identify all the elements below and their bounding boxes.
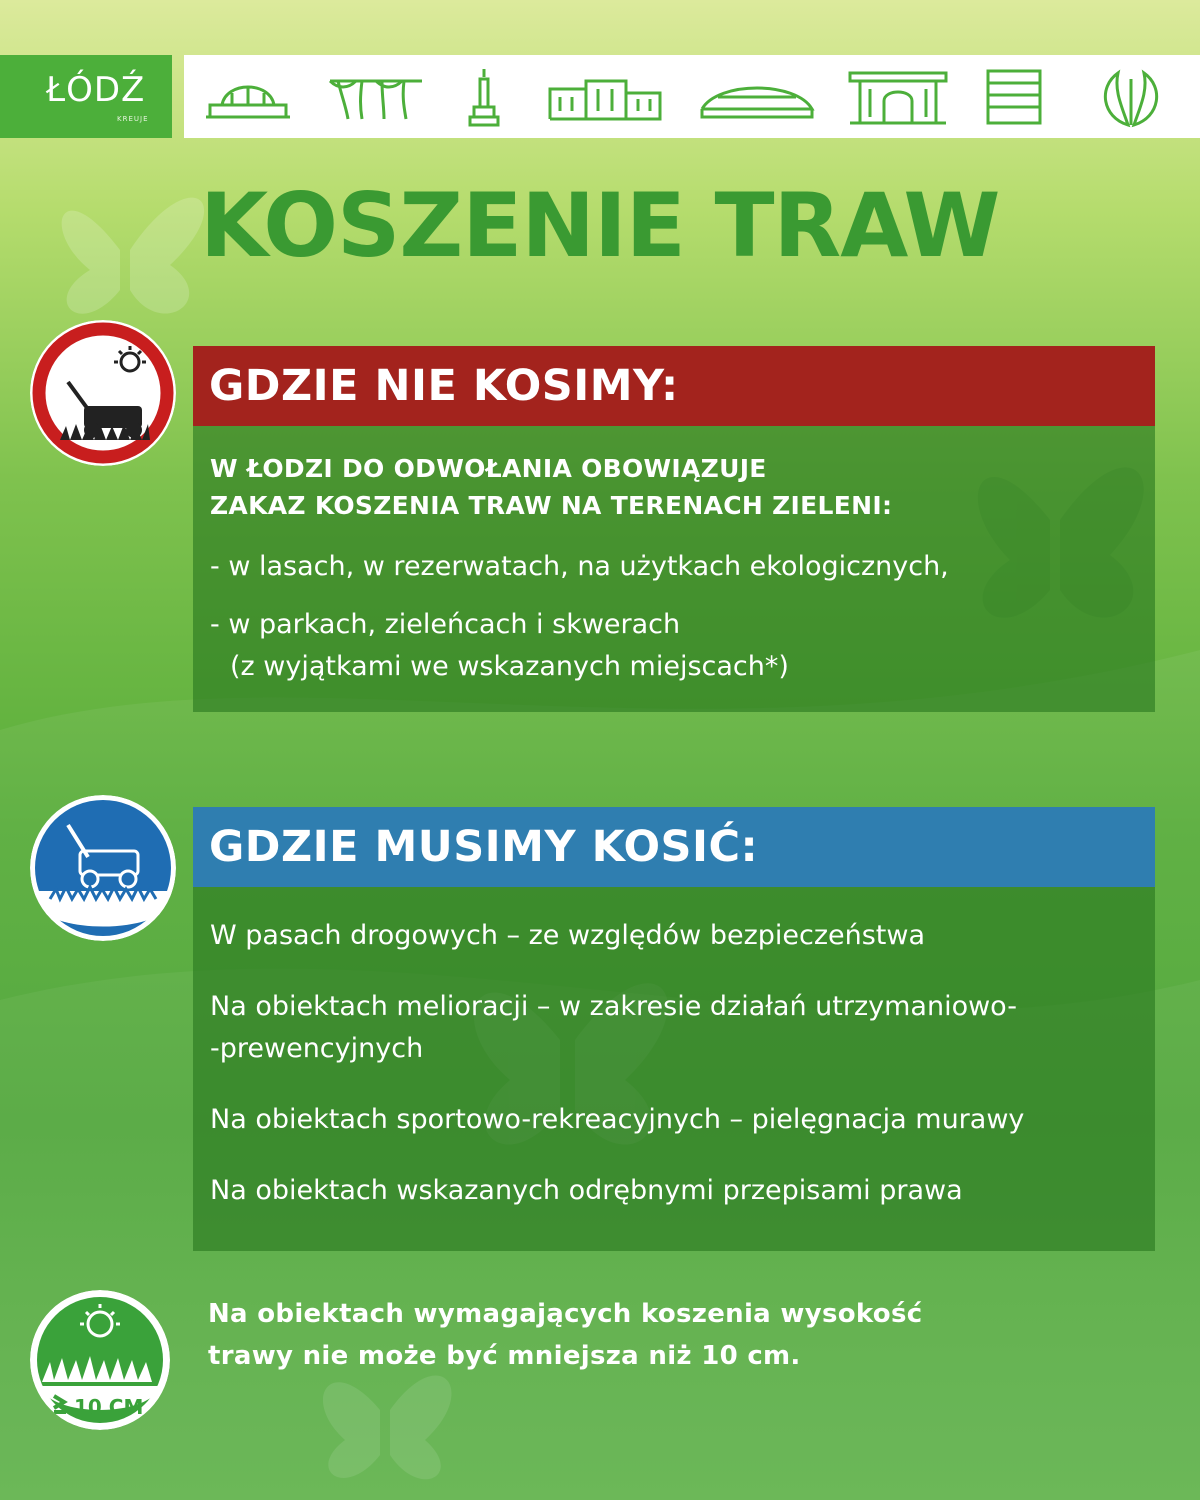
item-line: - w parkach, zieleńcach i skwerach: [210, 609, 681, 640]
arena-icon: [698, 67, 816, 127]
must-mow-badge-icon: [30, 795, 176, 941]
height-badge-label: 10 CM: [74, 1395, 144, 1419]
list-item: [210, 604, 1139, 688]
butterfly-icon: [62, 198, 204, 314]
leaf-emblem-icon: [1096, 67, 1166, 129]
footer-line: trawy nie może być mniejsza niż 10 cm.: [208, 1341, 801, 1371]
logo-text: ŁÓDŹ: [46, 70, 146, 110]
list-item: [210, 986, 1139, 1070]
logo-subtext: KREUJE: [117, 115, 149, 123]
list-item: W pasach drogowych – ze względów bezpieczeństwa: [210, 920, 926, 951]
no-mowing-body: [193, 426, 1155, 712]
arch-monument-icon: [326, 67, 426, 127]
grass-height-badge-icon: [30, 1290, 170, 1430]
list-item: Na obiektach wskazanych odrębnymi przepisami prawa: [210, 1175, 963, 1206]
item-line: (z wyjątkami we wskazanych miejscach*): [230, 651, 789, 682]
header-bar: [0, 55, 1200, 138]
list-item: - w lasach, w rezerwatach, na użytkach ekologicznych,: [210, 551, 949, 582]
city-logo[interactable]: [0, 55, 172, 138]
page-title: KOSZENIE TRAW: [200, 174, 1000, 277]
must-mow-panel: [193, 807, 1155, 1251]
office-block-icon: [984, 67, 1044, 127]
factory-building-icon: [546, 67, 664, 127]
no-mowing-panel: [193, 346, 1155, 712]
lead-line: W ŁODZI DO ODWOŁANIA OBOWIĄZUJE: [210, 454, 767, 483]
item-line: -prewencyjnych: [210, 1033, 424, 1064]
gate-building-icon: [846, 67, 950, 129]
must-mow-body: [193, 887, 1155, 1251]
footer-note: [208, 1293, 1168, 1377]
landmark-icon-strip: [184, 55, 1200, 138]
lead-line: ZAKAZ KOSZENIA TRAW NA TERENACH ZIELENI:: [210, 491, 893, 520]
no-mowing-heading: GDZIE NIE KOSIMY:: [193, 346, 1155, 426]
list-item: Na obiektach sportowo-rekreacyjnych – pielęgnacja murawy: [210, 1104, 1025, 1135]
item-line: Na obiektach melioracji – w zakresie działań utrzymaniowo-: [210, 991, 1017, 1022]
no-mowing-lead: [210, 450, 1139, 524]
footer-line: Na obiektach wymagających koszenia wysokość: [208, 1299, 923, 1329]
no-mowing-badge-icon: [30, 320, 176, 466]
monument-obelisk-icon: [464, 67, 504, 129]
railway-station-icon: [202, 67, 294, 127]
must-mow-heading: GDZIE MUSIMY KOSIĆ:: [193, 807, 1155, 887]
